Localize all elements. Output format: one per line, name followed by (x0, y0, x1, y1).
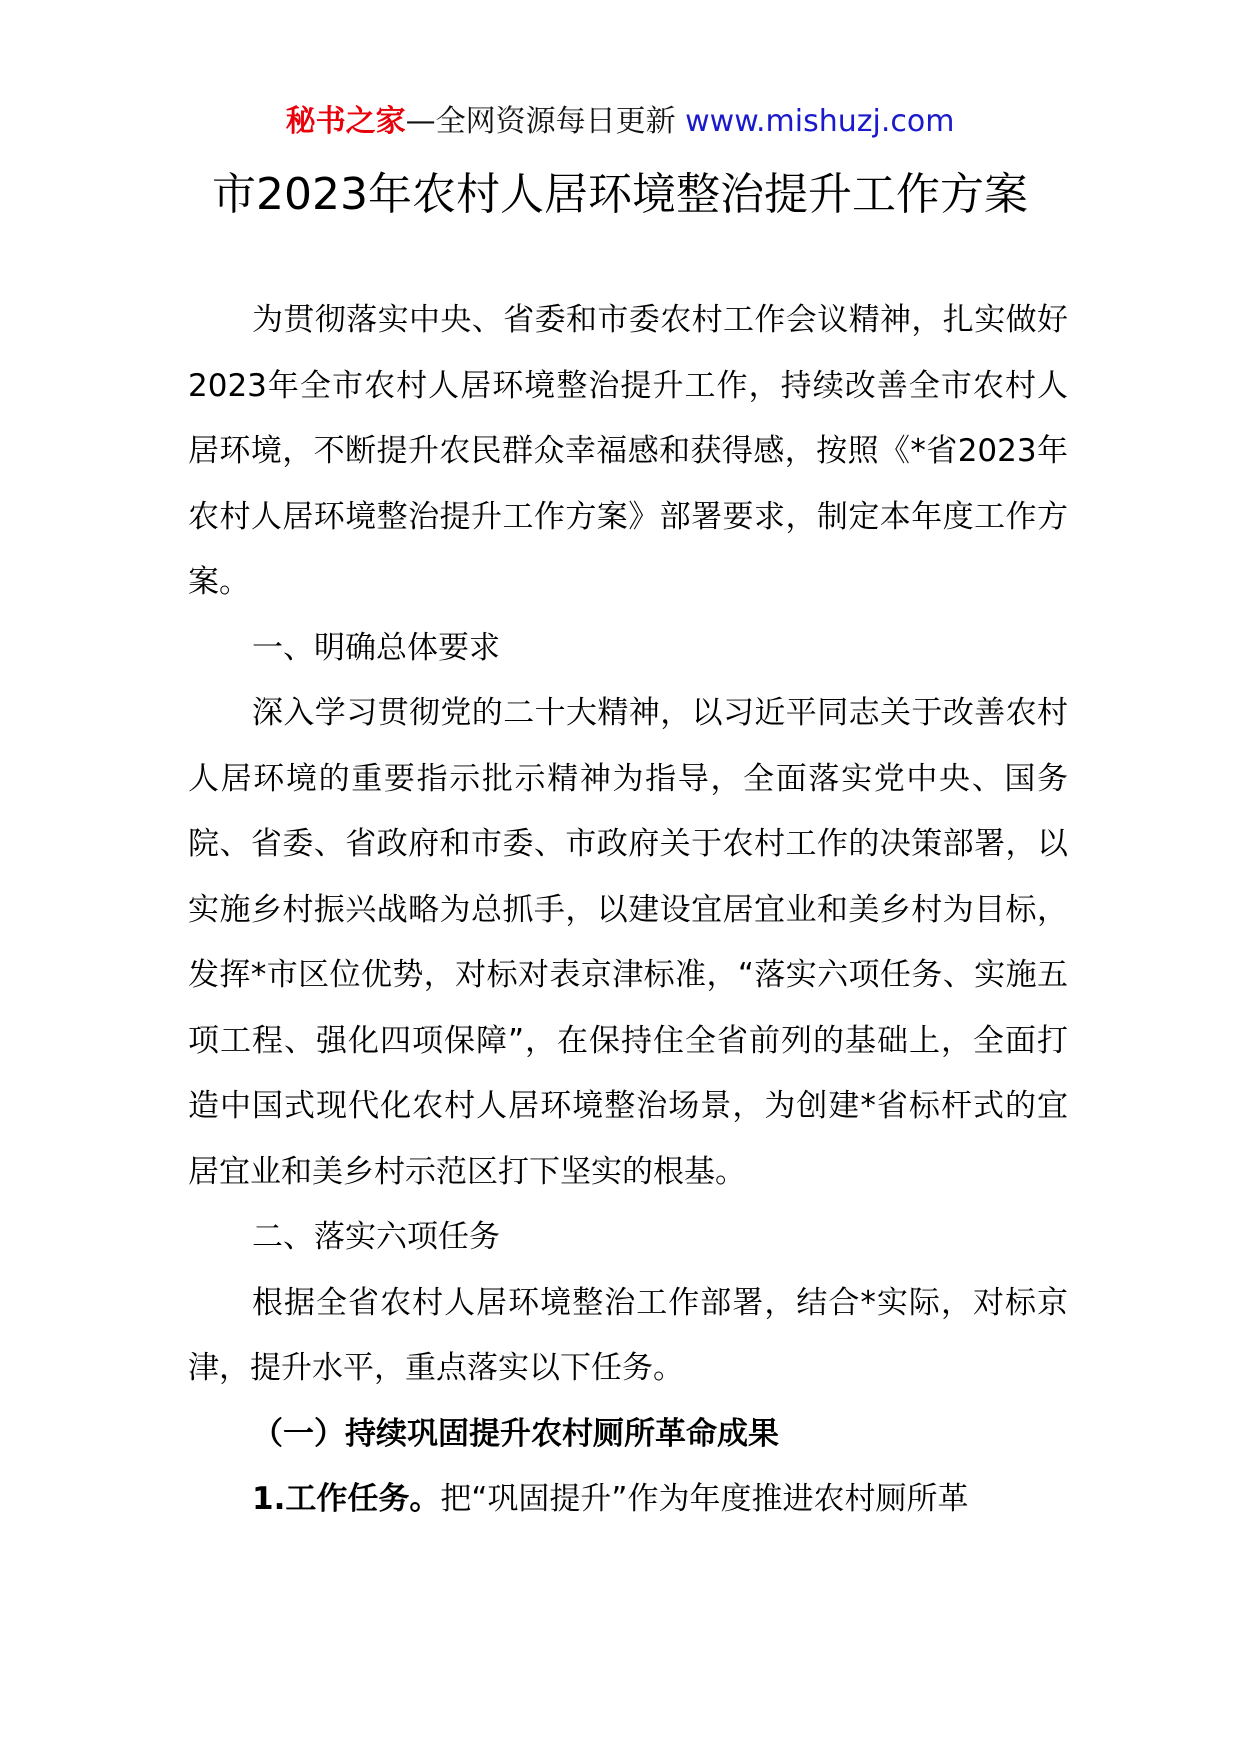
site-url-link[interactable]: www.mishuzj.com (685, 104, 955, 139)
document-body (188, 288, 1068, 1533)
subsection-1-heading: （一）持续巩固提升农村厕所革命成果 (252, 1415, 779, 1452)
item-1-label: 1.工作任务。 (252, 1481, 441, 1517)
header-tagline: —全网资源每日更新 (405, 104, 676, 139)
intro-paragraph: 为贯彻落实中央、省委和市委农村工作会议精神，扎实做好2023年全市农村人居环境整治提升工作，持续改善全市农村人居环境，不断提升农民群众幸福感和获得感，按照《*省2023年农村人居环境整治提升工作方案》部署要求，制定本年度工作方案。 (188, 302, 1068, 600)
brand-name: 秘书之家 (285, 104, 406, 139)
item-1-paragraph (188, 1467, 1068, 1533)
section-2-paragraph: 根据全省农村人居环境整治工作部署，结合*实际，对标京津，提升水平，重点落实以下任务。 (188, 1284, 1068, 1386)
section-1-heading: 一、明确总体要求 (252, 629, 500, 666)
section-1-paragraph: 深入学习贯彻党的二十大精神，以习近平同志关于改善农村人居环境的重要指示批示精神为指导，全面落实党中央、国务院、省委、省政府和市委、市政府关于农村工作的决策部署，以实施乡村振兴战略为总抓手，以建设宜居宜业和美乡村为目标，发挥*市区位优势，对标对表京津标准，“落实六项任务、实施五项工程、强化四项保障”，在保持住全省前列的基础上，全面打造中国式现代化农村人居环境整治场景，为创建*省标杆式的宜居宜业和美乡村示范区打下坚实的根基。 (188, 695, 1068, 1190)
document-title: 市2023年农村人居环境整治提升工作方案 (212, 169, 1028, 220)
item-1-text: 把“巩固提升”作为年度推进农村厕所革 (440, 1481, 969, 1517)
site-header (0, 100, 1240, 144)
section-2-heading: 二、落实六项任务 (252, 1219, 500, 1255)
